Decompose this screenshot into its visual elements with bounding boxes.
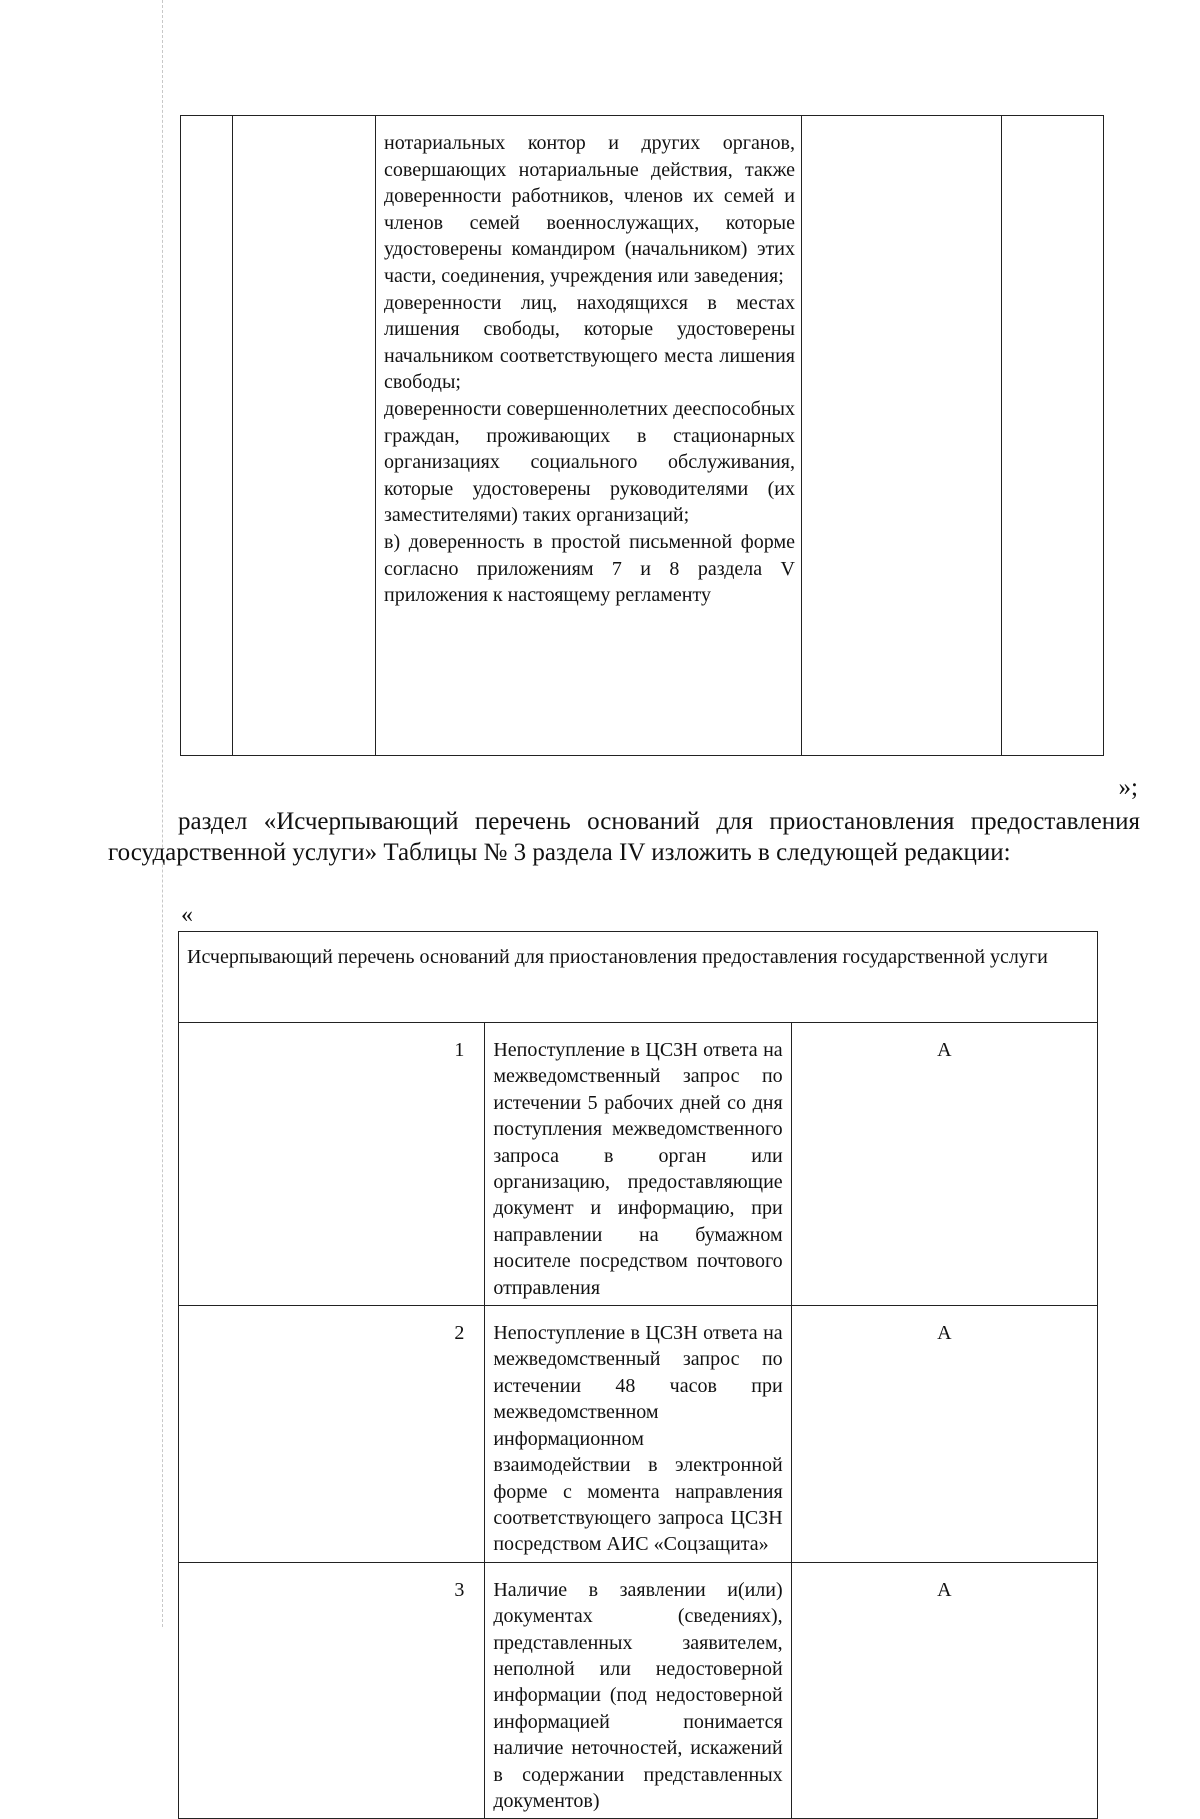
row-text: Непоступление в ЦСЗН ответа на межведомственный запрос по истечении 48 часов при межведомственном информационном взаимодействии в электронной форме с момента направления соответствующего запроса ЦСЗН посредством АИС «Соцзащита» bbox=[485, 1306, 791, 1563]
cell-number bbox=[181, 116, 233, 756]
row-mark: А bbox=[791, 1562, 1097, 1819]
opening-quote: « bbox=[181, 902, 193, 928]
cell-empty bbox=[1002, 116, 1104, 756]
suspension-grounds-table bbox=[178, 931, 1098, 1819]
documents-paragraph: доверенности совершеннолетних дееспособных граждан, проживающих в стационарных организациях социального обслуживания, которые удостоверены руководителями (их заместителями) таких организаций; bbox=[384, 397, 795, 527]
row-number: 1 bbox=[179, 1023, 485, 1306]
row-number: 2 bbox=[179, 1306, 485, 1563]
cell-name bbox=[233, 116, 376, 756]
documents-paragraph: доверенности лиц, находящихся в местах лишения свободы, которые удостоверены начальником соответствующего места лишения свободы; bbox=[384, 291, 795, 394]
table-row bbox=[179, 1562, 1098, 1819]
documents-text bbox=[376, 116, 801, 615]
documents-paragraph: нотариальных контор и других органов, совершающих нотариальные действия, также доверенности работников, членов их семей и членов семей военнослужащих, которые удостоверены командиром (начальником) этих части, соединения, учреждения или заведения; bbox=[384, 132, 795, 287]
row-number: 3 bbox=[179, 1562, 485, 1819]
table-row bbox=[179, 1023, 1098, 1306]
table-row bbox=[179, 1306, 1098, 1563]
row-mark: А bbox=[791, 1023, 1097, 1306]
closing-quote: »; bbox=[1118, 774, 1138, 801]
continuation-table bbox=[180, 115, 1104, 756]
row-mark: А bbox=[791, 1306, 1097, 1563]
documents-paragraph: в) доверенность в простой письменной форме согласно приложениям 7 и 8 раздела V приложения к настоящему регламенту bbox=[384, 530, 795, 607]
row-text: Непоступление в ЦСЗН ответа на межведомственный запрос по истечении 5 рабочих дней со дня поступления межведомственного запроса в орган или организацию, предоставляющие документ и информацию, при направлении на бумажном носителе посредством почтового отправления bbox=[485, 1023, 791, 1306]
table-header: Исчерпывающий перечень оснований для приостановления предоставления государственной услуги bbox=[179, 932, 1098, 1023]
cell-empty bbox=[802, 116, 1002, 756]
cell-documents bbox=[376, 116, 802, 756]
row-text: Наличие в заявлении и(или) документах (сведениях), представленных заявителем, неполной или недостоверной информации (под недостоверной информацией понимается наличие неточностей, искажений в содержании представленных документов) bbox=[485, 1562, 791, 1819]
amendment-paragraph: раздел «Исчерпывающий перечень оснований для приостановления предоставления государственной услуги» Таблицы № 3 раздела IV изложить в следующей редакции: bbox=[108, 808, 1140, 866]
